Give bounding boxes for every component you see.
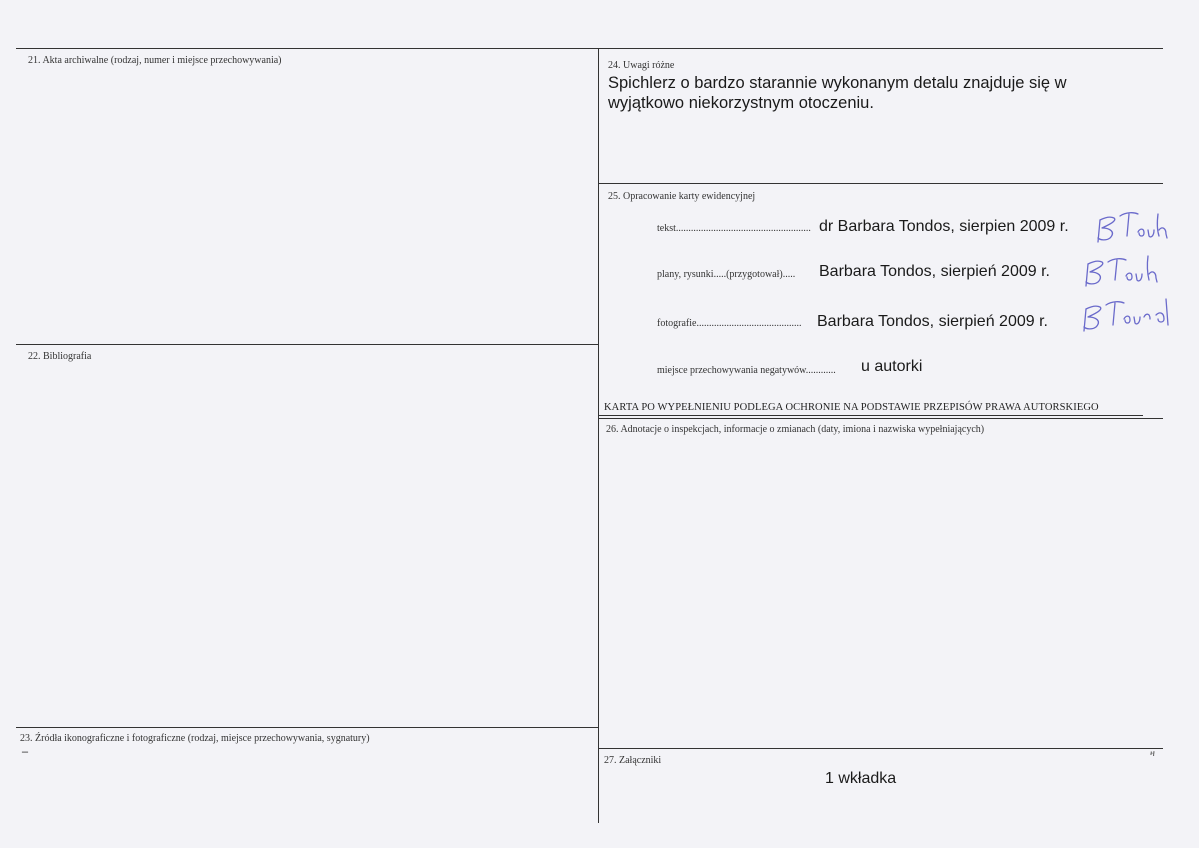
foto-dots: .......................................... bbox=[696, 318, 802, 329]
signature-1 bbox=[1094, 208, 1180, 248]
divider-copyright-top bbox=[598, 415, 1143, 416]
section-24-remark-line2: wyjątkowo niekorzystnym otoczeniu. bbox=[608, 94, 874, 112]
section-23-value: – bbox=[22, 744, 28, 758]
corner-mark: ዛ bbox=[1150, 748, 1155, 758]
divider-22-23 bbox=[16, 727, 598, 728]
negatives-value: u autorki bbox=[861, 358, 923, 375]
signature-3 bbox=[1080, 295, 1176, 335]
section-23-label: 23. Źródła ikonograficzne i fotograficzne (rodzaj, miejsce przechowywania, sygnatury) bbox=[20, 733, 370, 744]
signature-2 bbox=[1082, 250, 1168, 290]
section-27-label: 27. Załączniki bbox=[604, 755, 662, 766]
tekst-dots: ...................................................... bbox=[675, 223, 811, 234]
divider-26-27 bbox=[598, 748, 1163, 749]
tekst-label bbox=[657, 223, 811, 234]
foto-value: Barbara Tondos, sierpień 2009 r. bbox=[817, 313, 1048, 330]
copyright-notice: KARTA PO WYPEŁNIENIU PODLEGA OCHRONIE NA PODSTAWIE PRZEPISÓW PRAWA AUTORSKIEGO bbox=[604, 402, 1099, 413]
section-24-label: 24. Uwagi różne bbox=[608, 60, 675, 71]
divider-25-26 bbox=[598, 418, 1163, 419]
plany-value: Barbara Tondos, sierpień 2009 r. bbox=[819, 263, 1050, 280]
negatives-label: miejsce przechowywania negatywów............ bbox=[657, 365, 836, 376]
section-22-label: 22. Bibliografia bbox=[28, 351, 92, 362]
foto-label-text: fotografie bbox=[657, 318, 697, 329]
section-21-label: 21. Akta archiwalne (rodzaj, numer i miejsce przechowywania) bbox=[28, 55, 282, 66]
section-24-remark-line1: Spichlerz o bardzo starannie wykonanym detalu znajduje się w bbox=[608, 74, 1067, 92]
plany-label: plany, rysunki.....(przygotował)..... bbox=[657, 269, 796, 280]
divider-24-25 bbox=[598, 183, 1163, 184]
top-border bbox=[16, 48, 1163, 49]
column-divider bbox=[598, 48, 599, 823]
tekst-label-text: tekst bbox=[657, 223, 676, 234]
section-25-label: 25. Opracowanie karty ewidencyjnej bbox=[608, 191, 756, 202]
divider-21-22 bbox=[16, 344, 598, 345]
section-26-label: 26. Adnotacje o inspekcjach, informacje o zmianach (daty, imiona i nazwiska wypełniających) bbox=[606, 424, 985, 435]
foto-label bbox=[657, 318, 801, 329]
section-27-value: 1 wkładka bbox=[825, 770, 897, 787]
tekst-value: dr Barbara Tondos, sierpien 2009 r. bbox=[819, 218, 1069, 235]
